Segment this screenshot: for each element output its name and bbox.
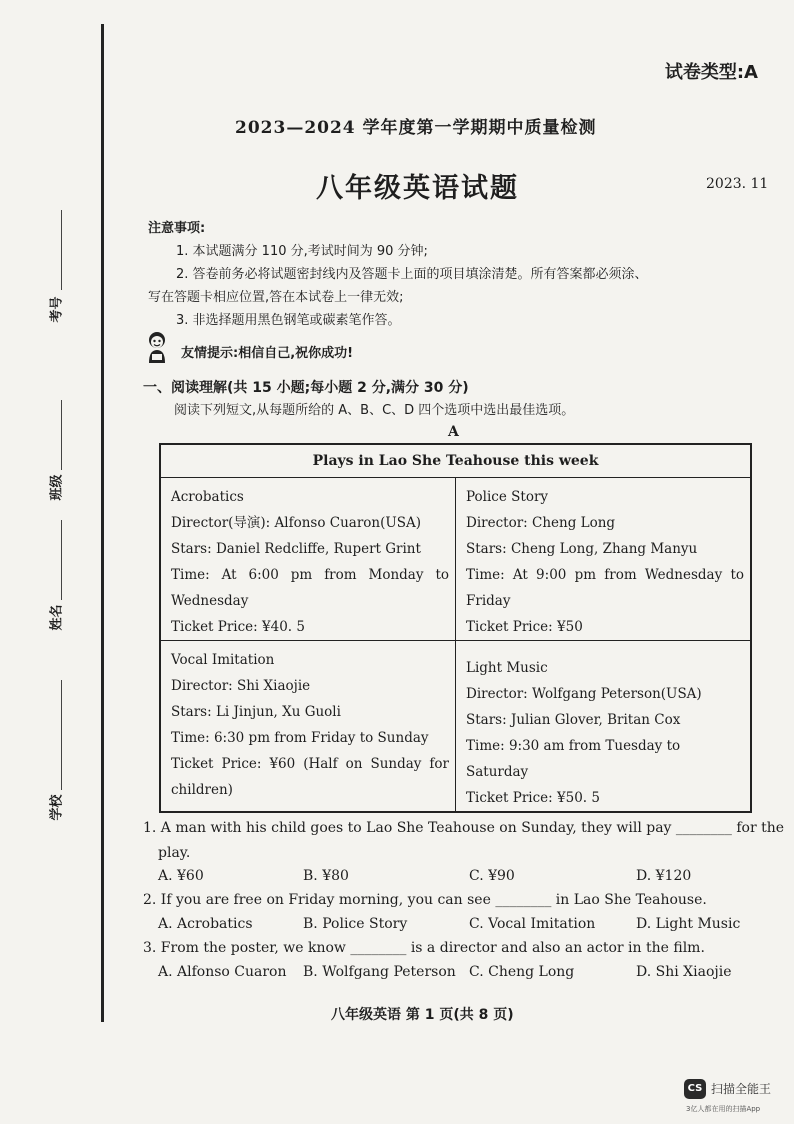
binding-line	[101, 24, 104, 1022]
play-time: Time: 6:30 pm from Friday to Sunday	[171, 730, 429, 746]
question-2-option-d: D. Light Music	[636, 916, 741, 932]
play-price-cont: children)	[171, 782, 233, 798]
play-title: Police Story	[466, 489, 549, 505]
question-2-option-c: C. Vocal Imitation	[469, 916, 596, 932]
scanner-app-name: 扫描全能王	[711, 1082, 772, 1096]
play-title: Acrobatics	[171, 489, 244, 505]
side-label-class: 班级	[49, 474, 65, 501]
question-1-option-b: B. ¥80	[303, 868, 349, 884]
side-blank-name	[61, 520, 62, 600]
play-time: Time: At 6:00 pm from Monday to	[171, 567, 449, 583]
poster-cell-acrobatics	[160, 478, 456, 641]
passage-label: A	[448, 424, 459, 440]
side-blank-school	[61, 680, 62, 790]
poster-cell-vocal-imitation	[160, 641, 456, 813]
side-label-school: 学校	[49, 794, 65, 821]
exam-title: 2023—2024 学年度第一学期期中质量检测	[235, 118, 597, 138]
play-director: Director: Wolfgang Peterson(USA)	[466, 686, 702, 702]
play-director: Director: Shi Xiaojie	[171, 678, 311, 694]
question-3-option-d: D. Shi Xiaojie	[636, 964, 732, 980]
play-price: Ticket Price: ¥40. 5	[171, 619, 305, 635]
side-label-exam-number: 考号	[49, 296, 65, 323]
poster-title: Plays in Lao She Teahouse this week	[160, 444, 751, 478]
play-stars: Stars: Cheng Long, Zhang Manyu	[466, 541, 698, 557]
play-time: Time: 9:30 am from Tuesday to Saturday	[466, 738, 681, 780]
note-item: 3. 非选择题用黑色钢笔或碳素笔作答。	[176, 313, 401, 328]
question-1: 1. A man with his child goes to Lao She Teahouse on Sunday, they will pay ________ for the	[143, 820, 785, 836]
play-title: Light Music	[466, 660, 548, 676]
note-item: 写在答题卡相应位置,答在本试卷上一律无效;	[148, 290, 404, 305]
section-heading: 一、阅读理解(共 15 小题;每小题 2 分,满分 30 分)	[143, 380, 469, 396]
play-price: Ticket Price: ¥50. 5	[466, 790, 600, 806]
question-3-option-b: B. Wolfgang Peterson	[303, 964, 456, 980]
exam-date: 2023. 11	[706, 176, 769, 192]
play-title: Vocal Imitation	[171, 652, 275, 668]
question-2-option-b: B. Police Story	[303, 916, 408, 932]
question-3-option-c: C. Cheng Long	[469, 964, 575, 980]
question-1-option-c: C. ¥90	[469, 868, 515, 884]
question-3-option-a: A. Alfonso Cuaron	[158, 964, 287, 980]
play-time-cont: Wednesday	[171, 593, 249, 609]
side-blank-class	[61, 400, 62, 470]
play-stars: Stars: Daniel Redcliffe, Rupert Grint	[171, 541, 421, 557]
play-price: Ticket Price: ¥50	[466, 619, 583, 635]
question-2: 2. If you are free on Friday morning, you can see ________ in Lao She Teahouse.	[143, 892, 707, 908]
side-label-name: 姓名	[49, 604, 65, 631]
play-stars: Stars: Julian Glover, Britan Cox	[466, 712, 681, 728]
teahouse-poster	[159, 443, 752, 813]
question-1-option-a: A. ¥60	[158, 868, 204, 884]
question-1-cont: play.	[158, 845, 191, 861]
scanner-app-tagline: 3亿人都在用的扫描App	[686, 1105, 761, 1113]
cartoon-student-icon	[143, 330, 171, 366]
play-time-cont: Friday	[466, 593, 511, 609]
question-3: 3. From the poster, we know ________ is a director and also an actor in the film.	[143, 940, 705, 956]
note-item: 2. 答卷前务必将试题密封线内及答题卡上面的项目填涂清楚。所有答案都必须涂、	[176, 267, 648, 282]
scanner-app-logo-icon: CS	[684, 1079, 706, 1099]
page-footer: 八年级英语 第 1 页(共 8 页)	[331, 1007, 514, 1023]
notes-heading: 注意事项:	[148, 221, 206, 236]
play-time: Time: At 9:00 pm from Wednesday to	[466, 567, 744, 583]
side-blank-exam-number	[61, 210, 62, 290]
poster-cell-police-story	[456, 478, 752, 641]
play-price: Ticket Price: ¥60 (Half on Sunday for	[171, 756, 449, 772]
page-title: 八年级英语试题	[316, 173, 519, 204]
play-director: Director(导演): Alfonso Cuaron(USA)	[171, 515, 422, 531]
paper-type: 试卷类型:A	[664, 62, 758, 83]
encouragement-tip: 友情提示:相信自己,祝你成功!	[181, 346, 354, 361]
note-item: 1. 本试题满分 110 分,考试时间为 90 分钟;	[176, 244, 428, 259]
section-instruction: 阅读下列短文,从每题所给的 A、B、C、D 四个选项中选出最佳选项。	[174, 403, 575, 418]
poster-cell-light-music	[456, 641, 752, 813]
play-stars: Stars: Li Jinjun, Xu Guoli	[171, 704, 341, 720]
question-2-option-a: A. Acrobatics	[158, 916, 253, 932]
question-1-option-d: D. ¥120	[636, 868, 692, 884]
play-director: Director: Cheng Long	[466, 515, 616, 531]
